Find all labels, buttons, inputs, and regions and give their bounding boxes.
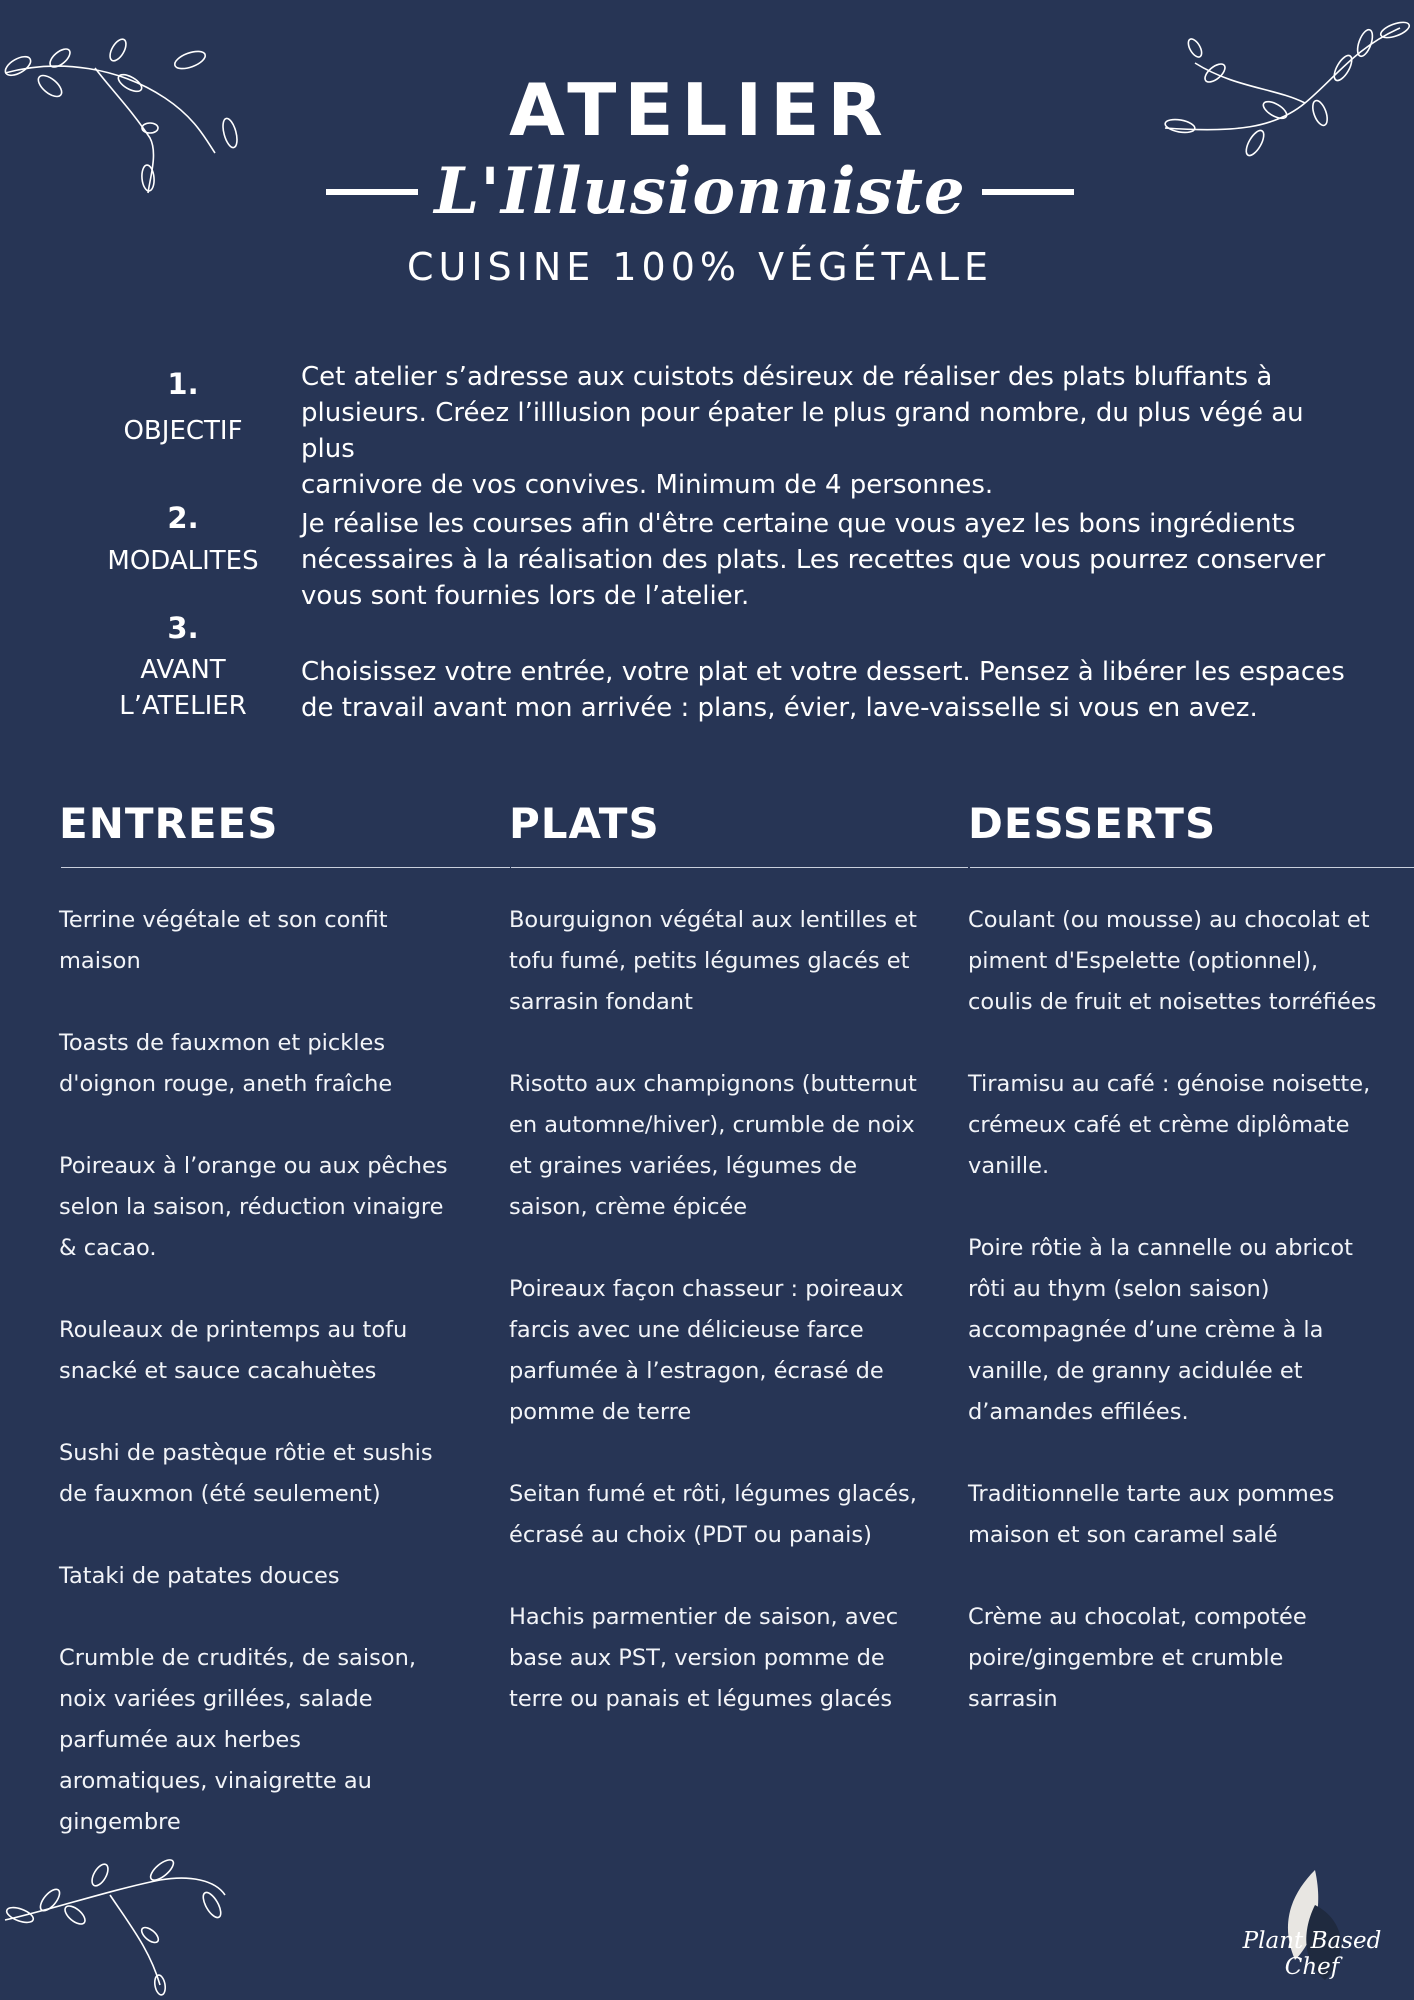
menu-item-line: et graines variées, légumes de bbox=[509, 1153, 858, 1179]
menu-item-line: pomme de terre bbox=[509, 1399, 692, 1425]
column-heading-entrees: ENTREES bbox=[59, 799, 279, 848]
column-divider bbox=[61, 867, 510, 868]
title-rule-left bbox=[326, 189, 418, 195]
menu-item-line: crémeux café et crème diplômate bbox=[968, 1112, 1350, 1138]
menu-item-line: d'oignon rouge, aneth fraîche bbox=[59, 1071, 393, 1097]
menu-item-line: Hachis parmentier de saison, avec bbox=[509, 1604, 899, 1630]
menu-item-line: base aux PST, version pomme de bbox=[509, 1645, 885, 1671]
menu-item-line: Coulant (ou mousse) au chocolat et bbox=[968, 907, 1370, 933]
column-divider bbox=[511, 867, 968, 868]
menu-item-dessert bbox=[968, 1474, 1408, 1556]
menu-item-line: Crème au chocolat, compotée bbox=[968, 1604, 1307, 1630]
menu-item-line: gingembre bbox=[59, 1809, 181, 1835]
menu-item-line: écrasé au choix (PDT ou panais) bbox=[509, 1522, 872, 1548]
menu-item-line: Tiramisu au café : génoise noisette, bbox=[968, 1071, 1371, 1097]
menu-item-dessert bbox=[968, 1597, 1408, 1720]
menu-item-entree bbox=[59, 1433, 499, 1515]
menu-item-entree bbox=[59, 1146, 499, 1269]
section-text-line: nécessaires à la réalisation des plats. Les recettes que vous pourrez conserver bbox=[301, 545, 1326, 575]
menu-item-line: Seitan fumé et rôti, légumes glacés, bbox=[509, 1481, 917, 1507]
menu-item-line: piment d'Espelette (optionnel), bbox=[968, 948, 1319, 974]
menu-item-line: aromatiques, vinaigrette au bbox=[59, 1768, 372, 1794]
menu-item-line: Risotto aux champignons (butternut bbox=[509, 1071, 917, 1097]
menu-item-line: poire/gingembre et crumble bbox=[968, 1645, 1284, 1671]
menu-item-line: farcis avec une délicieuse farce bbox=[509, 1317, 864, 1343]
vine-bottom-left-icon bbox=[0, 1855, 240, 2000]
menu-item-line: saison, crème épicée bbox=[509, 1194, 748, 1220]
section-text-line: Choisissez votre entrée, votre plat et votre dessert. Pensez à libérer les espaces bbox=[301, 657, 1345, 687]
menu-item-plat bbox=[509, 1597, 964, 1720]
section-label-line: L’ATELIER bbox=[119, 691, 247, 721]
menu-item-line: parfumée aux herbes bbox=[59, 1727, 301, 1753]
section-text-line: Je réalise les courses afin d'être certaine que vous ayez les bons ingrédients bbox=[301, 509, 1296, 539]
menu-item-plat bbox=[509, 1474, 964, 1556]
menu-item-dessert bbox=[968, 1228, 1408, 1433]
menu-item-line: tofu fumé, petits légumes glacés et bbox=[509, 948, 910, 974]
menu-item-entree bbox=[59, 1310, 499, 1392]
title-script-row bbox=[0, 152, 1400, 232]
section-label: OBJECTIF bbox=[123, 416, 243, 446]
menu-item-line: Traditionnelle tarte aux pommes bbox=[968, 1481, 1335, 1507]
menu-item-plat bbox=[509, 1269, 964, 1433]
section-text-line: vous sont fournies lors de l’atelier. bbox=[301, 581, 750, 611]
menu-item-entree bbox=[59, 1556, 499, 1597]
menu-item-line: Bourguignon végétal aux lentilles et bbox=[509, 907, 917, 933]
section-number: 2. bbox=[167, 501, 199, 535]
menu-item-line: Poireaux façon chasseur : poireaux bbox=[509, 1276, 904, 1302]
menu-item-line: Tataki de patates douces bbox=[59, 1563, 340, 1589]
menu-item-line: Sushi de pastèque rôtie et sushis bbox=[59, 1440, 433, 1466]
menu-item-entree bbox=[59, 1023, 499, 1105]
menu-item-line: Crumble de crudités, de saison, bbox=[59, 1645, 416, 1671]
menu-item-line: terre ou panais et légumes glacés bbox=[509, 1686, 893, 1712]
menu-item-line: de fauxmon (été seulement) bbox=[59, 1481, 381, 1507]
menu-item-line: accompagnée d’une crème à la bbox=[968, 1317, 1324, 1343]
section-text bbox=[301, 506, 1361, 614]
page-title: ATELIER bbox=[509, 68, 891, 152]
menu-item-dessert bbox=[968, 1064, 1408, 1187]
menu-item-plat bbox=[509, 1064, 964, 1228]
section-text bbox=[301, 654, 1361, 726]
column-heading-desserts: DESSERTS bbox=[968, 799, 1217, 848]
column-divider bbox=[970, 867, 1414, 868]
menu-item-line: Terrine végétale et son confit bbox=[59, 907, 388, 933]
section-number: 3. bbox=[167, 611, 199, 645]
section-label: MODALITES bbox=[107, 546, 259, 576]
menu-item-line: rôti au thym (selon saison) bbox=[968, 1276, 1270, 1302]
section-text-line: de travail avant mon arrivée : plans, évier, lave-vaisselle si vous en avez. bbox=[301, 693, 1258, 723]
section-text-line: carnivore de vos convives. Minimum de 4 personnes. bbox=[301, 470, 994, 500]
menu-item-line: vanille, de granny acidulée et bbox=[968, 1358, 1303, 1384]
page-tagline: CUISINE 100% VÉGÉTALE bbox=[406, 245, 993, 289]
menu-item-entree bbox=[59, 1638, 499, 1843]
menu-item-line: snacké et sauce cacahuètes bbox=[59, 1358, 377, 1384]
menu-item-line: & cacao. bbox=[59, 1235, 157, 1261]
menu-item-line: vanille. bbox=[968, 1153, 1050, 1179]
page-subtitle-script: L'Illusionniste bbox=[434, 154, 966, 229]
column-heading-plats: PLATS bbox=[509, 799, 660, 848]
menu-item-line: Poire rôtie à la cannelle ou abricot bbox=[968, 1235, 1353, 1261]
menu-item-line: sarrasin fondant bbox=[509, 989, 693, 1015]
menu-item-dessert bbox=[968, 900, 1408, 1023]
section-text-line: Cet atelier s’adresse aux cuistots désireux de réaliser des plats bluffants à bbox=[301, 362, 1273, 392]
section-text bbox=[301, 359, 1361, 503]
menu-item-line: d’amandes effilées. bbox=[968, 1399, 1189, 1425]
title-rule-right bbox=[982, 189, 1074, 195]
menu-item-entree bbox=[59, 900, 499, 982]
menu-item-line: sarrasin bbox=[968, 1686, 1058, 1712]
section-text-line: plusieurs. Créez l’illlusion pour épater le plus grand nombre, du plus végé au plus bbox=[301, 398, 1304, 464]
menu-item-line: Toasts de fauxmon et pickles bbox=[59, 1030, 386, 1056]
menu-item-line: parfumée à l’estragon, écrasé de bbox=[509, 1358, 884, 1384]
menu-item-line: coulis de fruit et noisettes torréfiées bbox=[968, 989, 1377, 1015]
menu-item-line: maison bbox=[59, 948, 141, 974]
section-label bbox=[83, 652, 283, 724]
menu-item-line: en automne/hiver), crumble de noix bbox=[509, 1112, 915, 1138]
menu-item-plat bbox=[509, 900, 964, 1023]
menu-item-line: selon la saison, réduction vinaigre bbox=[59, 1194, 444, 1220]
logo-text: Plant Based Chef bbox=[1242, 1928, 1382, 1980]
menu-item-line: Rouleaux de printemps au tofu bbox=[59, 1317, 408, 1343]
menu-item-line: Poireaux à l’orange ou aux pêches bbox=[59, 1153, 448, 1179]
menu-item-line: noix variées grillées, salade bbox=[59, 1686, 373, 1712]
menu-item-line: maison et son caramel salé bbox=[968, 1522, 1278, 1548]
section-number: 1. bbox=[167, 367, 199, 401]
section-label-line: AVANT bbox=[140, 655, 226, 685]
